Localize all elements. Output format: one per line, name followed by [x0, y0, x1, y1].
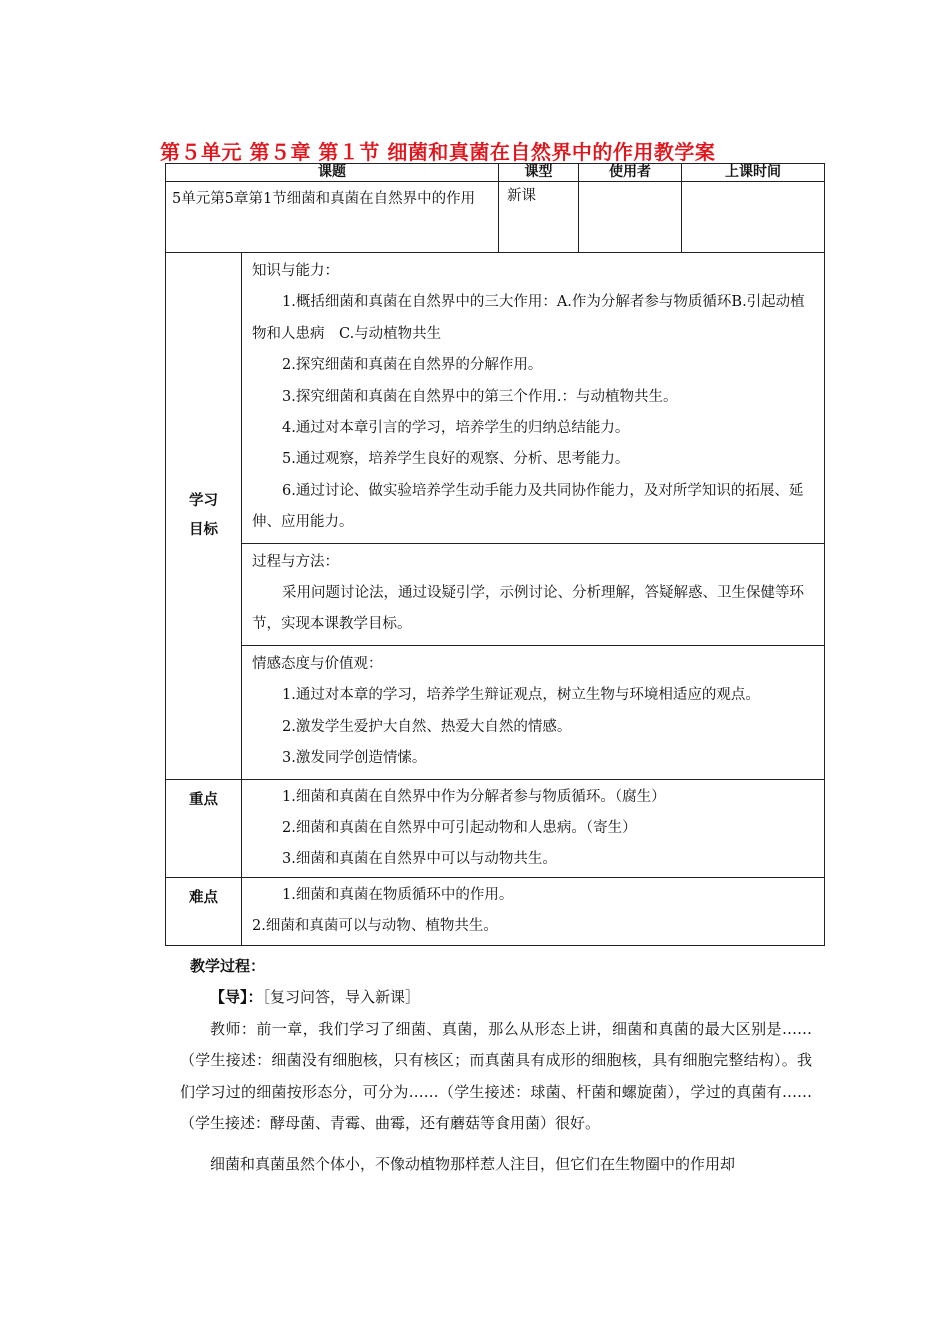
difficult-points-cell: [242, 878, 825, 945]
learning-goals-label-line1: 学习: [189, 492, 218, 509]
attitude-item: 2.激发学生爱护大自然、热爱大自然的情感。: [282, 718, 572, 735]
knowledge-item: 3.探究细菌和真菌在自然界中的第三个作用.：与动植物共生。: [282, 388, 678, 405]
header-topic: 课题: [166, 164, 499, 182]
body-paragraph: 教师：前一章，我们学习了细菌、真菌，那么从形态上讲，细菌和真菌的最大区别是……（学生接述：细菌没有细胞核，只有核区；而真菌具有成形的细胞核，具有细胞完整结构）。我们学习过的细菌按形态分，可分为……（学生接述：球菌、杆菌和螺旋菌），学过的真菌有……（学生接述：酵母菌、青霉、曲霉，还有蘑菇等食用菌）很好。: [180, 1019, 812, 1133]
key-points-label: 重点: [166, 779, 242, 878]
knowledge-heading: 知识与能力：: [252, 263, 339, 279]
guide-separator: ：: [247, 988, 263, 1007]
knowledge-item: 4.通过对本章引言的学习，培养学生的归纳总结能力。: [282, 420, 630, 437]
user-value: [579, 182, 682, 253]
knowledge-item: 1.概括细菌和真菌在自然界中的三大作用：A.作为分解者参与物质循环B.引起动植物和人患病 C.与动植物共生: [252, 294, 805, 342]
process-method-cell: [242, 543, 825, 645]
knowledge-item: 2.探究细菌和真菌在自然界的分解作用。: [282, 357, 543, 374]
teaching-process-title: 教学过程：: [190, 957, 266, 975]
key-point-item: 1.细菌和真菌在自然界中作为分解者参与物质循环。（腐生）: [282, 788, 666, 805]
attitude-heading: 情感态度与价值观：: [252, 655, 383, 672]
body-paragraph: 细菌和真菌虽然个体小，不像动植物那样惹人注目，但它们在生物圈中的作用却: [210, 1155, 736, 1174]
goals-knowledge-row: [166, 253, 825, 544]
topic-row: [166, 182, 825, 253]
guide-line: [180, 982, 812, 1013]
difficult-point-item: 1.细菌和真菌在物质循环中的作用。: [282, 887, 514, 904]
teaching-process-section: [180, 951, 812, 1181]
difficult-points-label: 难点: [166, 878, 242, 945]
time-value: [682, 182, 825, 253]
type-value: 新课: [499, 182, 579, 253]
difficult-point-item: 2.细菌和真菌可以与动物、植物共生。: [252, 918, 498, 935]
key-point-item: 2.细菌和真菌在自然界中可引起动物和人患病。（寄生）: [282, 819, 637, 836]
lesson-plan-table: [165, 163, 825, 946]
learning-goals-label: [166, 253, 242, 780]
goals-process-row: [166, 543, 825, 645]
guide-text: ［复习问答，导入新课］: [262, 988, 421, 1007]
header-type: 课型: [499, 164, 579, 182]
table-header-row: [166, 164, 825, 182]
knowledge-item: 5.通过观察，培养学生良好的观察、分析、思考能力。: [282, 451, 630, 468]
process-text: 采用问题讨论法，通过设疑引学，示例讨论、分析理解，答疑解惑、卫生保健等环节，实现本课教学目标。: [252, 585, 804, 633]
learning-goals-label-line2: 目标: [189, 521, 218, 538]
difficult-points-row: [166, 878, 825, 945]
header-time: 上课时间: [682, 164, 825, 182]
goals-attitude-row: [166, 645, 825, 779]
attitude-item: 3.激发同学创造情愫。: [282, 750, 427, 767]
guide-label: 【导】: [210, 988, 248, 1007]
topic-value: 5单元第5章第1节细菌和真菌在自然界中的作用: [166, 182, 499, 253]
document-title: 第５单元 第５章 第１节 细菌和真菌在自然界中的作用教学案: [160, 140, 716, 164]
attitude-values-cell: [242, 645, 825, 779]
knowledge-ability-cell: [242, 253, 825, 544]
key-point-item: 3.细菌和真菌在自然界中可以与动物共生。: [282, 850, 557, 867]
header-user: 使用者: [579, 164, 682, 182]
key-points-cell: [242, 779, 825, 878]
key-points-row: [166, 779, 825, 878]
knowledge-item: 6.通过讨论、做实验培养学生动手能力及共同协作能力，及对所学知识的拓展、延伸、应用能力。: [252, 482, 804, 531]
attitude-item: 1.通过对本章的学习，培养学生辩证观点，树立生物与环境相适应的观点。: [282, 687, 760, 704]
process-heading: 过程与方法：: [252, 553, 339, 570]
